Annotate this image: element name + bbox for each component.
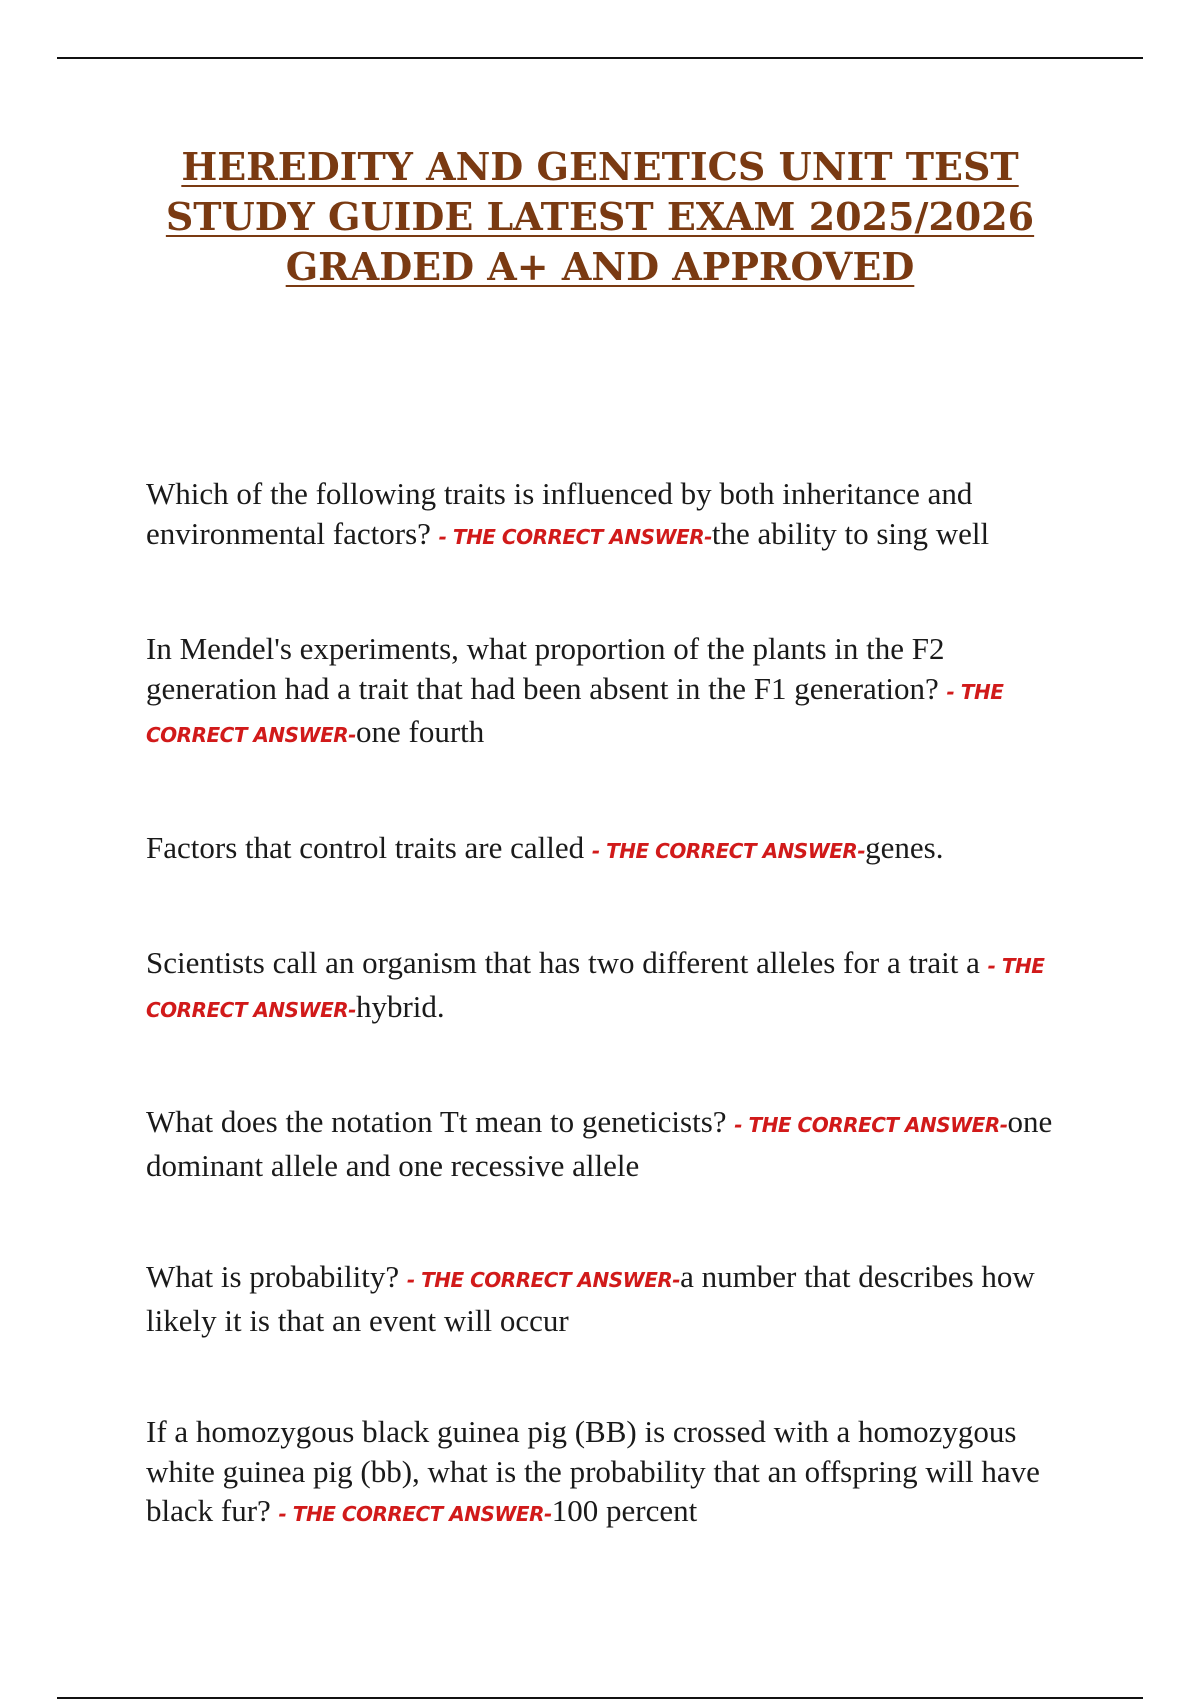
question-text: Factors that control traits are called [146, 829, 592, 865]
qa-item-2 [146, 629, 1076, 756]
document-title [100, 142, 1100, 292]
answer-marker: - THE CORRECT ANSWER- [146, 954, 1045, 1022]
answer-text: 100 percent [551, 1493, 698, 1528]
answer-text: hybrid. [355, 988, 445, 1024]
qa-item-6 [146, 1257, 1076, 1340]
question-text: Which of the following traits is influenced by both inheritance and environmental factors? [146, 476, 973, 551]
qa-item-5 [146, 1102, 1076, 1185]
answer-text: the ability to sing well [711, 515, 990, 551]
question-text: In Mendel's experiments, what proportion of the plants in the F2 generation had a trait that had been absent in the F1 generation? [146, 631, 947, 706]
qa-item-7 [146, 1412, 1076, 1535]
title-line-3: GRADED A+ AND APPROVED [285, 244, 915, 289]
title-line-2: STUDY GUIDE LATEST EXAM 2025/2026 [165, 194, 1035, 239]
answer-marker: - THE CORRECT ANSWER- [146, 679, 1004, 747]
qa-item-1 [146, 474, 1076, 557]
answer-text: one fourth [355, 714, 485, 749]
top-rule [57, 57, 1143, 59]
question-text: If a homozygous black guinea pig (BB) is crossed with a homozygous white guinea pig (bb), what is the probability that an offspring will have black fur? [146, 1414, 1040, 1528]
question-list [146, 474, 1076, 1535]
answer-marker: - THE CORRECT ANSWER- [591, 838, 866, 863]
answer-text: genes. [865, 829, 944, 865]
answer-text: one dominant allele and one recessive allele [146, 1104, 1053, 1183]
answer-marker: - THE CORRECT ANSWER- [438, 524, 712, 549]
question-text: Scientists call an organism that has two different alleles for a trait a [146, 945, 988, 980]
qa-item-4 [146, 943, 1076, 1030]
answer-marker: - THE CORRECT ANSWER- [278, 1502, 552, 1526]
title-line-1: HEREDITY AND GENETICS UNIT TEST [181, 144, 1019, 189]
question-text: What does the notation Tt mean to geneticists? [146, 1104, 735, 1139]
qa-item-3 [146, 828, 1076, 872]
question-text: What is probability? [146, 1259, 407, 1294]
answer-marker: - THE CORRECT ANSWER- [406, 1268, 681, 1292]
answer-text: a number that describes how likely it is that an event will occur [146, 1259, 1035, 1338]
bottom-rule [57, 1697, 1143, 1699]
answer-marker: - THE CORRECT ANSWER- [734, 1113, 1008, 1137]
